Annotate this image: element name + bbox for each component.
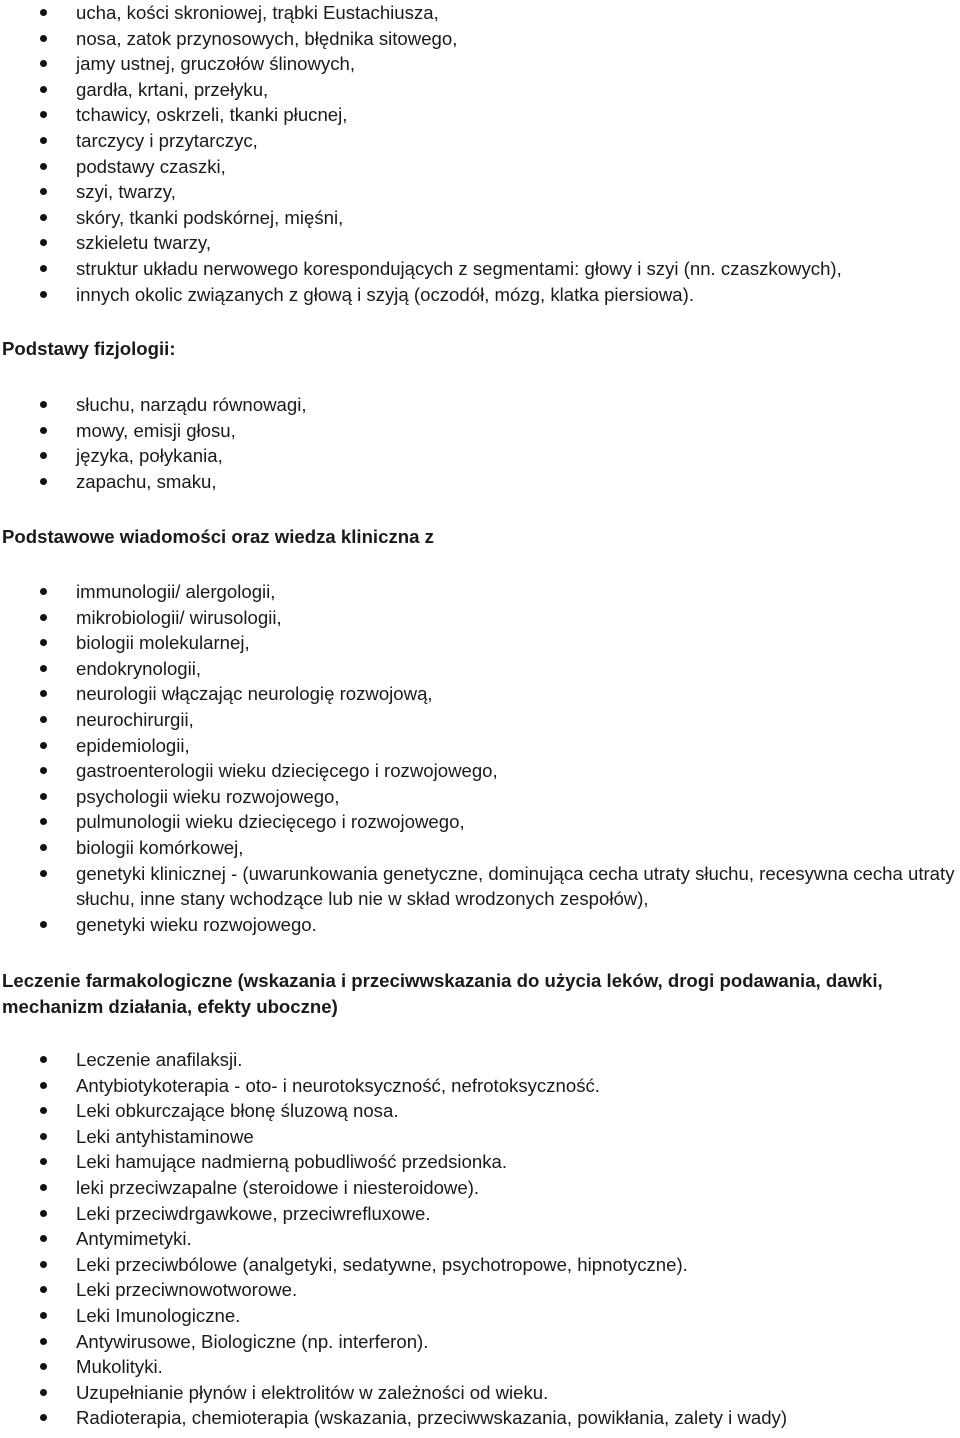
list-item: genetyki klinicznej - (uwarunkowania genetyczne, dominująca cecha utraty słuchu, recesywna cecha utraty słuchu, inne stany wchodzące lub nie w skład wrodzonych zespołów), [0,861,960,912]
list-item: gardła, krtani, przełyku, [0,77,960,103]
list-item: Leki hamujące nadmierną pobudliwość przedsionka. [0,1149,960,1175]
section-heading-pharmacology: Leczenie farmakologiczne (wskazania i przeciwwskazania do użycia leków, drogi podawania, dawki, mechanizm działania, efekty uboczne) [2,970,883,1017]
list-item: Leki obkurczające błonę śluzową nosa. [0,1098,960,1124]
list-item: biologii molekularnej, [0,630,960,656]
list-item: ucha, kości skroniowej, trąbki Eustachiusza, [0,0,960,26]
list-item: psychologii wieku rozwojowego, [0,784,960,810]
list-item: neurologii włączając neurologię rozwojową, [0,681,960,707]
list-item: Mukolityki. [0,1354,960,1380]
list-item: szyi, twarzy, [0,179,960,205]
section-heading-clinical: Podstawowe wiadomości oraz wiedza kliniczna z [2,526,434,547]
list-item: endokrynologii, [0,656,960,682]
list-item: Radioterapia, chemioterapia (wskazania, przeciwwskazania, powikłania, zalety i wady) [0,1405,960,1431]
list-item: mikrobiologii/ wirusologii, [0,605,960,631]
list-item: pulmunologii wieku dziecięcego i rozwojowego, [0,809,960,835]
list-item: immunologii/ alergologii, [0,579,960,605]
list-item: innych okolic związanych z głową i szyją (oczodół, mózg, klatka piersiowa). [0,282,960,308]
list-item: neurochirurgii, [0,707,960,733]
list-item: Antybiotykoterapia - oto- i neurotoksyczność, nefrotoksyczność. [0,1073,960,1099]
list-item: genetyki wieku rozwojowego. [0,912,960,938]
list-item: leki przeciwzapalne (steroidowe i niesteroidowe). [0,1175,960,1201]
list-item: Leki przeciwnowotworowe. [0,1277,960,1303]
list-item: słuchu, narządu równowagi, [0,392,960,418]
list-item: podstawy czaszki, [0,154,960,180]
physiology-list [0,392,960,494]
list-item: Leki przeciwbólowe (analgetyki, sedatywne, psychotropowe, hipnotyczne). [0,1252,960,1278]
list-item: jamy ustnej, gruczołów ślinowych, [0,51,960,77]
section-heading-physiology: Podstawy fizjologii: [2,338,176,359]
list-item: gastroenterologii wieku dziecięcego i rozwojowego, [0,758,960,784]
list-item: języka, połykania, [0,443,960,469]
list-item: Leki Imunologiczne. [0,1303,960,1329]
list-item: nosa, zatok przynosowych, błędnika sitowego, [0,26,960,52]
clinical-list [0,579,960,937]
list-item: Antywirusowe, Biologiczne (np. interferon). [0,1329,960,1355]
anatomy-list [0,0,960,307]
list-item: Uzupełnianie płynów i elektrolitów w zależności od wieku. [0,1380,960,1406]
list-item: skóry, tkanki podskórnej, mięśni, [0,205,960,231]
list-item: tarczycy i przytarczyc, [0,128,960,154]
list-item: Leki przeciwdrgawkowe, przeciwrefluxowe. [0,1201,960,1227]
list-item: Antymimetyki. [0,1226,960,1252]
list-item: epidemiologii, [0,733,960,759]
list-item: zapachu, smaku, [0,469,960,495]
pharmacology-list [0,1047,960,1431]
list-item: struktur układu nerwowego korespondujących z segmentami: głowy i szyi (nn. czaszkowych), [0,256,960,282]
list-item: mowy, emisji głosu, [0,418,960,444]
list-item: szkieletu twarzy, [0,230,960,256]
list-item: biologii komórkowej, [0,835,960,861]
list-item: Leki antyhistaminowe [0,1124,960,1150]
list-item: tchawicy, oskrzeli, tkanki płucnej, [0,102,960,128]
list-item: Leczenie anafilaksji. [0,1047,960,1073]
